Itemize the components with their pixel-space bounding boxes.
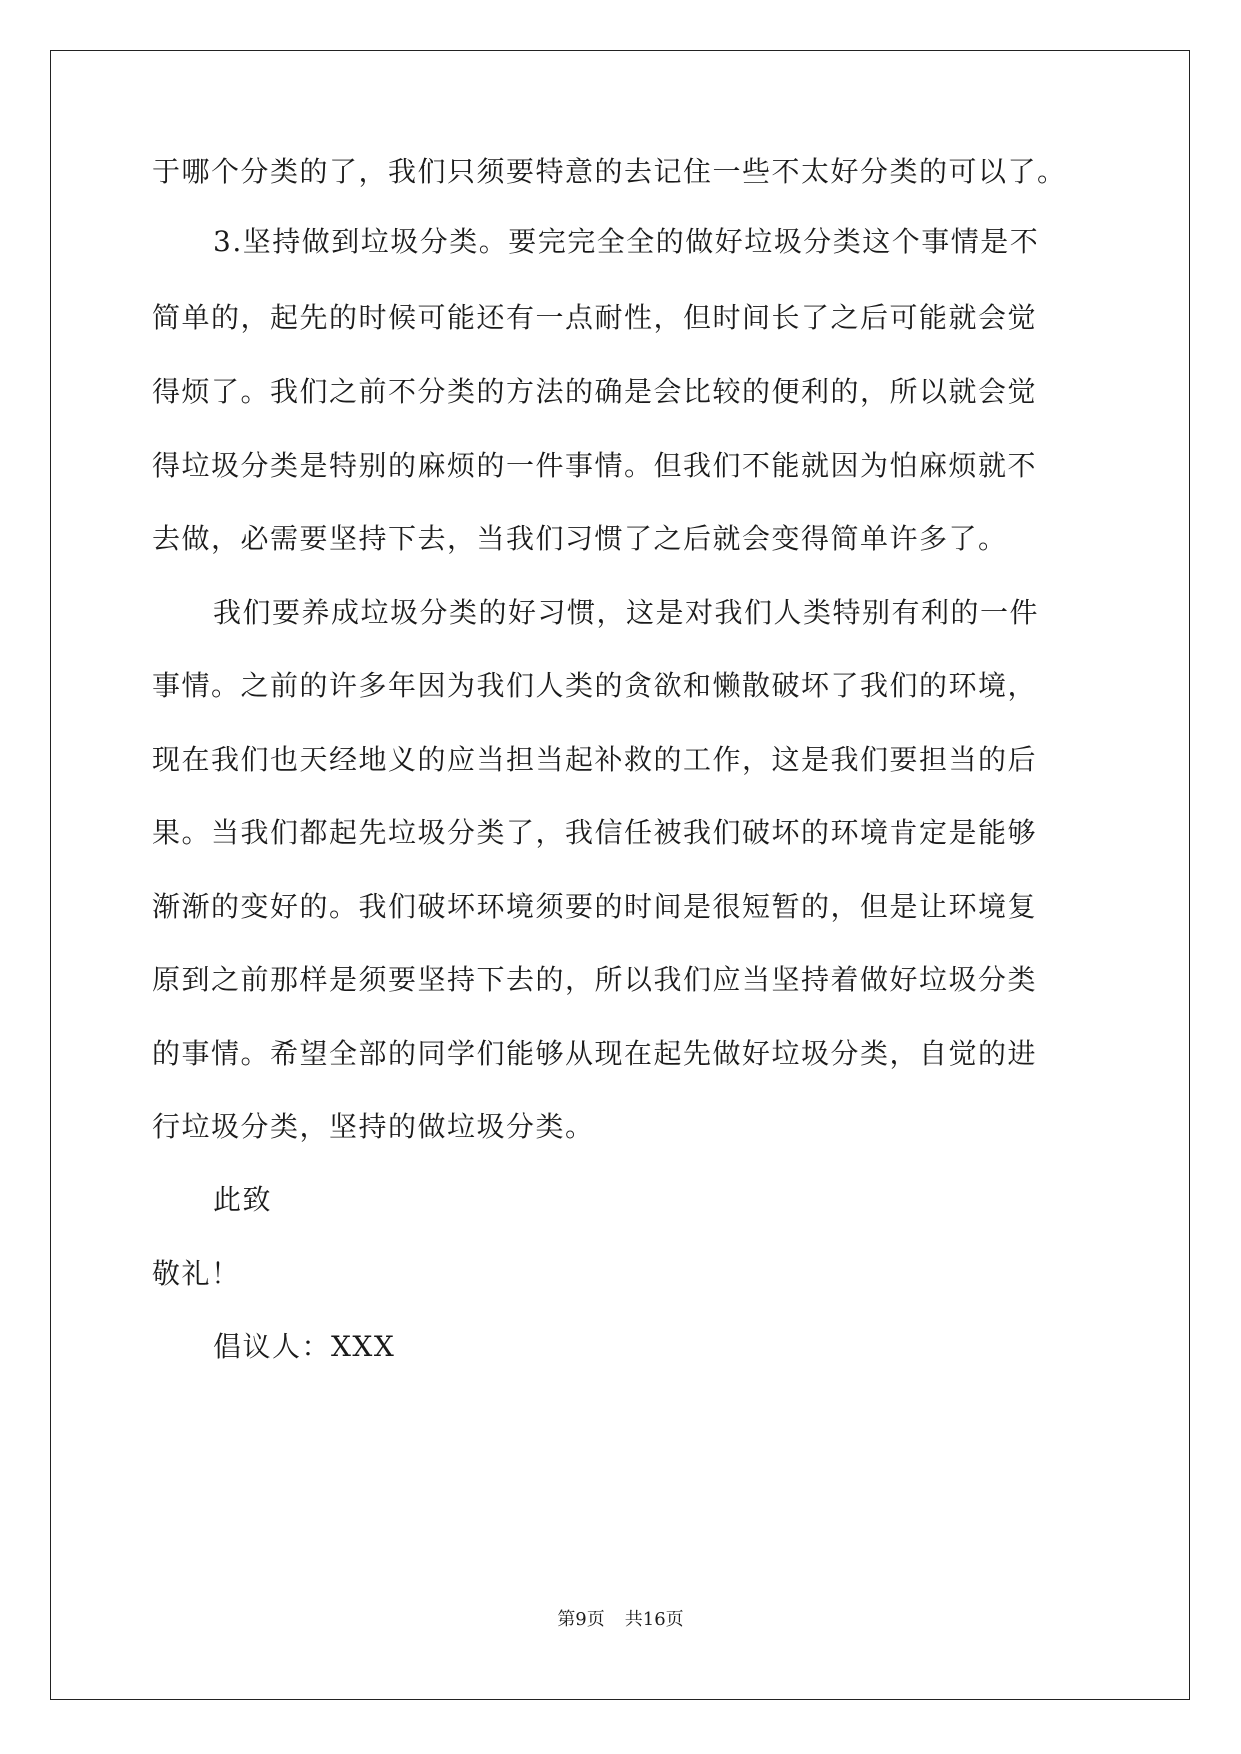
signatory-line: 倡议人：XXX bbox=[213, 1330, 396, 1363]
body-line-8: 事情。之前的许多年因为我们人类的贪欲和懒散破坏了我们的环境， bbox=[152, 669, 1038, 702]
page-number: 第9页 bbox=[557, 1609, 605, 1630]
closing-respects: 敬礼！ bbox=[152, 1257, 241, 1290]
body-line-9: 现在我们也天经地义的应当担当起补救的工作，这是我们要担当的后 bbox=[152, 743, 1038, 776]
body-line-10: 果。当我们都起先垃圾分类了，我信任被我们破坏的环境肯定是能够 bbox=[152, 816, 1038, 849]
body-line-14: 行垃圾分类，坚持的做垃圾分类。 bbox=[152, 1110, 595, 1143]
body-line-13: 的事情。希望全部的同学们能够从现在起先做好垃圾分类，自觉的进 bbox=[152, 1037, 1038, 1070]
body-line-3: 简单的，起先的时候可能还有一点耐性，但时间长了之后可能就会觉 bbox=[152, 301, 1038, 334]
body-line-2: 3.坚持做到垃圾分类。要完完全全的做好垃圾分类这个事情是不 bbox=[213, 225, 1040, 258]
body-line-1: 于哪个分类的了，我们只须要特意的去记住一些不太好分类的可以了。 bbox=[152, 155, 1067, 188]
body-line-12: 原到之前那样是须要坚持下去的，所以我们应当坚持着做好垃圾分类 bbox=[152, 963, 1038, 996]
body-line-6: 去做，必需要坚持下去，当我们习惯了之后就会变得简单许多了。 bbox=[152, 522, 1008, 555]
page-total: 共16页 bbox=[624, 1609, 684, 1630]
body-line-5: 得垃圾分类是特别的麻烦的一件事情。但我们不能就因为怕麻烦就不 bbox=[152, 449, 1038, 482]
body-line-11: 渐渐的变好的。我们破坏环境须要的时间是很短暂的，但是让环境复 bbox=[152, 890, 1038, 923]
body-line-7: 我们要养成垃圾分类的好习惯，这是对我们人类特别有利的一件 bbox=[213, 596, 1040, 629]
page-footer bbox=[0, 1608, 1241, 1632]
body-line-4: 得烦了。我们之前不分类的方法的确是会比较的便利的，所以就会觉 bbox=[152, 375, 1038, 408]
closing-salutation: 此致 bbox=[213, 1183, 273, 1216]
